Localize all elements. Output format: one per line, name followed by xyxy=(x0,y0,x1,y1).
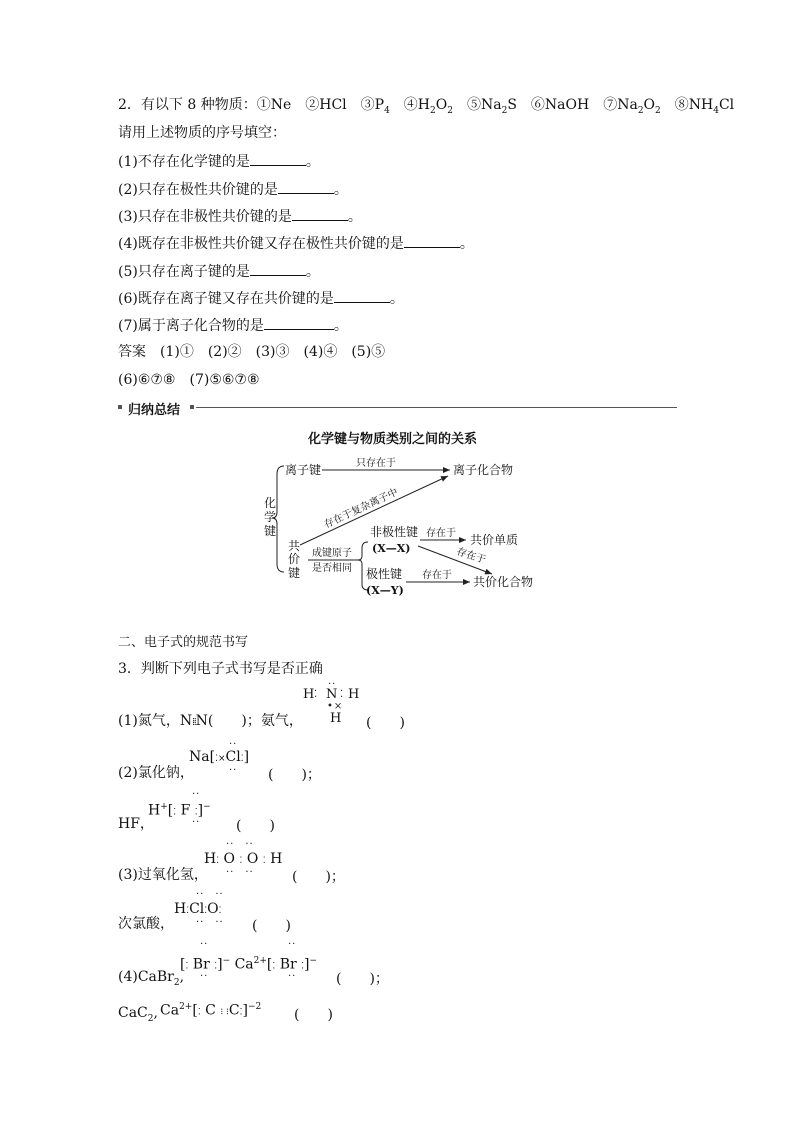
cabr2-line: (4)CaBr$_2$, xyxy=(118,969,185,988)
chem-bond-char-1: 化 xyxy=(264,496,277,510)
nacl-paren: ( )； xyxy=(268,767,321,783)
q2-intro: 2．有以下 8 种物质：①Ne ②HCl $③P_4$ $④H_2O_2$ $⑤Na_2S$ ⑥NaOH $⑦Na_2O_2$ $⑧NH_4Cl$ xyxy=(118,97,735,116)
nh3-n: N xyxy=(326,687,338,702)
nonpolar-label: 非极性键 xyxy=(370,525,419,539)
n2-line: (1)氮气，N⁞⁞N( )；氨气， xyxy=(118,713,303,729)
hclo-bottom-dots: ·· ·· xyxy=(196,917,224,928)
nh3-paren: ( ) xyxy=(366,715,405,731)
q2-item-6: (6)既存在离子键又存在共价键的是 。 xyxy=(118,291,404,307)
cac2-formula: $Ca^{2+}[⁚$ C ⁝ ⁝C⁚]$^{-2}$ xyxy=(160,1002,262,1019)
ionic-compound-label: 离子化合物 xyxy=(453,463,514,477)
cabr2-top-dots-left: ·· xyxy=(200,939,209,950)
cabr2-paren: ( )； xyxy=(336,971,389,987)
q2-instruction: 请用上述物质的序号填空： xyxy=(118,125,286,141)
hclo-paren: ( ) xyxy=(252,918,291,934)
q2-item-4: (4)既存在非极性共价键又存在极性共价键的是 。 xyxy=(118,236,474,252)
h2o2-formula: H⁚ O ⁚ O ⁚ H xyxy=(204,851,283,867)
q2-item-7: (7)属于离子化合物的是 。 xyxy=(118,318,348,334)
nonpolar-formula: (X—X) xyxy=(372,542,411,555)
h2o2-top-dots: ·· ·· xyxy=(226,839,254,850)
cabr2-bottom-dots-right: ·· xyxy=(288,971,297,982)
section-title: 二、电子式的规范书写 xyxy=(118,635,249,650)
q3-title: 3．判断下列电子式书写是否正确 xyxy=(118,661,323,677)
hf-formula: H+[⁚ F ⁚]− xyxy=(148,802,211,819)
nacl-bottom-dots: ·· xyxy=(229,765,238,776)
chem-bond-char-3: 键 xyxy=(264,524,277,538)
covalent-compound-label: 共价化合物 xyxy=(473,575,534,589)
h2o2-line: (3)过氧化氢， xyxy=(118,867,208,883)
bond-atoms-label: 成键原子 xyxy=(312,548,352,559)
nh3-h-top: H xyxy=(303,687,315,702)
nh3-top-pair: ·· xyxy=(328,679,337,690)
q2-item-5: (5)只存在离子键的是 。 xyxy=(118,264,320,280)
covalent-char-2: 价 xyxy=(288,552,301,566)
q2-item-2: (2)只存在极性共价键的是 。 xyxy=(118,182,348,198)
h2o2-paren: ( )； xyxy=(292,869,345,885)
q2-item-1: (1)不存在化学键的是 。 xyxy=(118,154,320,170)
exists-in-label-1: 存在于 xyxy=(426,528,456,539)
h2o2-bottom-dots: ·· ·· xyxy=(226,867,254,878)
hf-bottom-dots: ·· xyxy=(192,817,201,828)
chem-bond-char-2: 学 xyxy=(264,510,277,524)
covalent-char-3: 键 xyxy=(288,566,301,580)
exists-in-label-3: 存在于 xyxy=(422,570,452,581)
q2-answer-line-2: (6)⑥⑦⑧ (7)⑤⑥⑦⑧ xyxy=(118,372,260,388)
hf-line: HF， xyxy=(118,816,154,832)
hf-paren: ( ) xyxy=(236,818,275,834)
hclo-line: 次氯酸， xyxy=(118,916,174,932)
nacl-line: (2)氯化钠， xyxy=(118,765,194,781)
nacl-formula: Na[⁚×Cl⁚] xyxy=(189,749,250,765)
nh3-shared-pair-1: ⁚ xyxy=(314,689,319,700)
exists-in-label-2: 存在于 xyxy=(455,546,488,567)
exists-in-complex-label: 存在于复杂离子中 xyxy=(322,486,400,531)
q2-item-3: (3)只存在非极性共价键的是 。 xyxy=(118,209,362,225)
nh3-h-right: H xyxy=(348,687,360,702)
hclo-top-dots: ·· ·· xyxy=(196,889,224,900)
hf-top-dots: ·· xyxy=(192,789,201,800)
covalent-element-label: 共价单质 xyxy=(470,533,519,547)
only-in-label: 只存在于 xyxy=(356,458,396,469)
covalent-char-1: 共 xyxy=(288,539,301,553)
nh3-h-bottom: H xyxy=(330,711,342,726)
nh3-bottom-pair: •× xyxy=(327,701,344,712)
nh3-shared-pair-2: ⁚ xyxy=(340,689,345,700)
ionic-bond-label: 离子键 xyxy=(285,463,322,477)
cac2-line: CaC$_2$, xyxy=(118,1005,158,1024)
nacl-top-dots: ·· xyxy=(229,739,238,750)
triple-pair-dots: ⁞⁞ xyxy=(192,717,196,728)
cac2-paren: ( ) xyxy=(294,1007,333,1023)
hclo-formula: H⁚Cl⁚O⁚ xyxy=(174,901,222,917)
polar-formula: (X—Y) xyxy=(366,584,404,597)
diagram-title: 化学键与物质类别之间的关系 xyxy=(308,432,478,447)
q2-answer-line-1: 答案 (1)① (2)② (3)③ (4)④ (5)⑤ xyxy=(118,344,386,360)
polar-label: 极性键 xyxy=(366,567,403,581)
is-same-label: 是否相同 xyxy=(312,563,352,574)
summary-header: 归纳总结 xyxy=(128,403,181,418)
cabr2-formula: [⁚ Br ⁚]− $Ca^{2+}[⁚$ Br ⁚]− xyxy=(180,956,318,973)
cabr2-bottom-dots-left: ·· xyxy=(200,971,209,982)
cabr2-top-dots-right: ·· xyxy=(288,939,297,950)
inner-brace xyxy=(358,542,368,590)
